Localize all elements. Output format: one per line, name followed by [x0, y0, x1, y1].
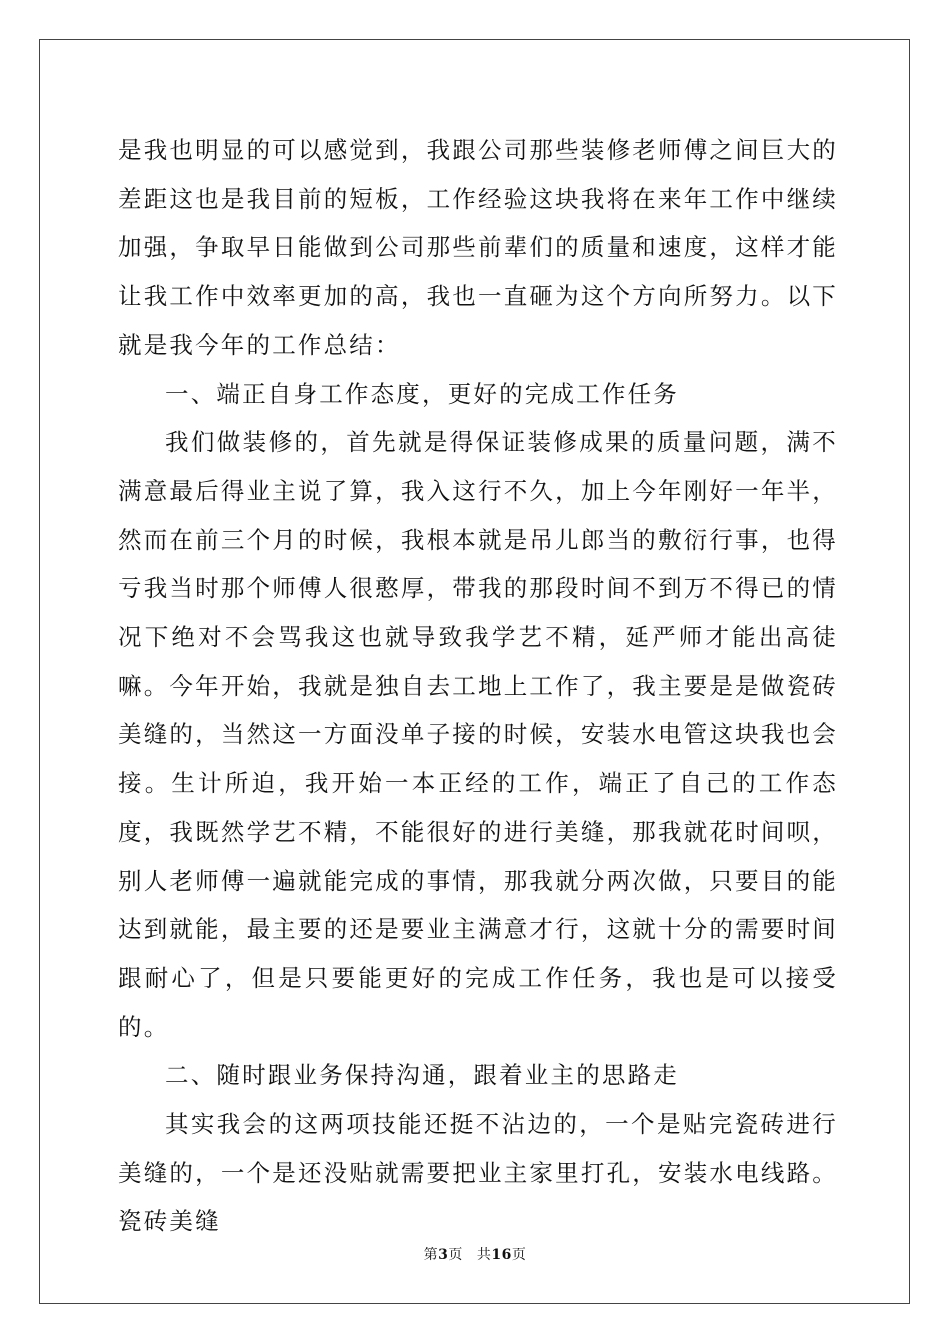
- paragraph-section-1: 我们做装修的，首先就是得保证装修成果的质量问题，满不满意最后得业主说了算，我入这行不久，加上今年刚好一年半，然而在前三个月的时候，我根本就是吊儿郎当的敷衍行事，也得亏我当时那个师傅人很憨厚，带我的那段时间不到万不得已的情况下绝对不会骂我这也就导致我学艺不精，延严师才能出高徒嘛。今年开始，我就是独自去工地上工作了，我主要是是做瓷砖美缝的，当然这一方面没单子接的时候，安装水电管这块我也会接。生计所迫，我开始一本正经的工作，端正了自己的工作态度，我既然学艺不精，不能很好的进行美缝，那我就花时间呗，别人老师傅一遍就能完成的事情，那我就分两次做，只要目的能达到就能，最主要的还是要业主满意才行，这就十分的需要时间跟耐心了，但是只要能更好的完成工作任务，我也是可以接受的。: [118, 428, 838, 1041]
- paragraph-section-2: 其实我会的这两项技能还挺不沾边的，一个是贴完瓷砖进行美缝的，一个是还没贴就需要把业主家里打孔，安装水电线路。瓷砖美缝: [118, 1110, 838, 1236]
- section-heading-2: 二、随时跟业务保持沟通，跟着业主的思路走: [165, 1061, 679, 1090]
- page-prefix: 第: [423, 1247, 439, 1263]
- page-suffix: 页: [448, 1247, 463, 1263]
- document-body: [118, 126, 838, 1246]
- page-footer: [0, 1244, 950, 1264]
- section-heading-1: 一、端正自身工作态度，更好的完成工作任务: [165, 379, 679, 408]
- total-prefix: 共: [476, 1247, 492, 1263]
- paragraph-intro: 是我也明显的可以感觉到，我跟公司那些装修老师傅之间巨大的差距这也是我目前的短板，工作经验这块我将在来年工作中继续加强，争取早日能做到公司那些前辈们的质量和速度，这样才能让我工作中效率更加的高，我也一直砸为这个方向所努力。以下就是我今年的工作总结：: [118, 136, 838, 359]
- total-suffix: 页: [511, 1247, 527, 1263]
- total-pages: 16: [491, 1247, 512, 1263]
- page-number: 3: [438, 1247, 449, 1263]
